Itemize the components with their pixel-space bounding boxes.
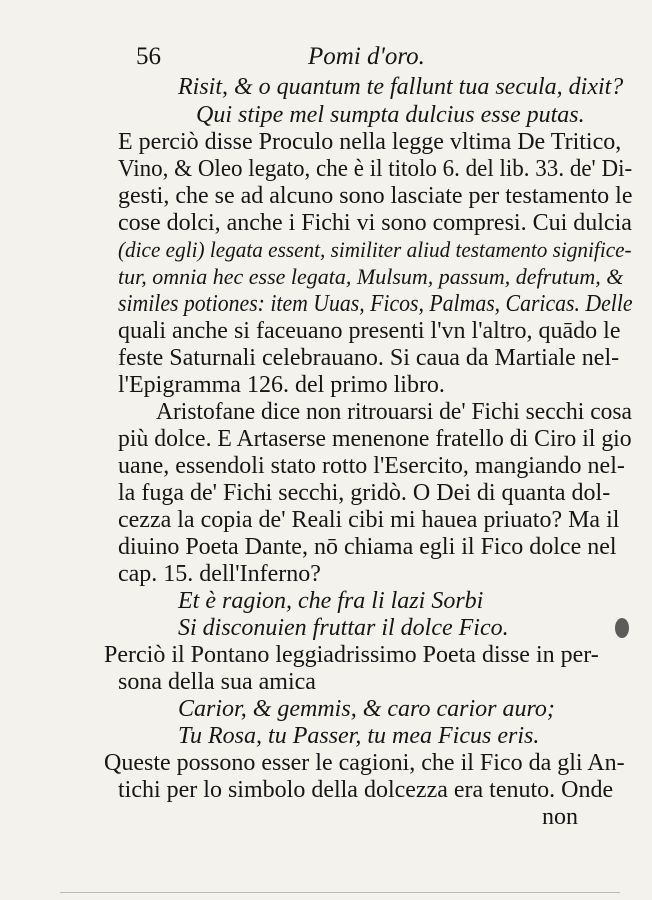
- page-edge-line: [60, 892, 620, 893]
- ink-smudge: [615, 618, 629, 638]
- catchword: non: [542, 804, 578, 830]
- text-line: Tu Rosa, tu Passer, tu mea Ficus eris.: [178, 723, 540, 749]
- text-line: cap. 15. dell'Inferno?: [118, 561, 321, 587]
- text-line: Si disconuien fruttar il dolce Fico.: [178, 615, 509, 641]
- text-line: l'Epigramma 126. del primo libro.: [118, 372, 445, 398]
- text-line: feste Saturnali celebrauano. Si caua da Martiale nel-: [118, 345, 620, 371]
- text-line: Carior, & gemmis, & caro carior auro;: [178, 696, 555, 722]
- text-line: Qui stipe mel sumpta dulcius esse putas.: [196, 102, 585, 128]
- text-line: tur, omnia hec esse legata, Mulsum, passum, defrutum, &: [118, 264, 624, 289]
- running-head: Pomi d'oro.: [308, 43, 425, 70]
- page-header: [118, 42, 578, 72]
- text-line: la fuga de' Fichi secchi, gridò. O Dei di quanta dol-: [118, 480, 611, 506]
- text-line: quali anche si faceuano presenti l'vn l'altro, quādo le: [118, 318, 621, 344]
- text-line: Et è ragion, che fra li lazi Sorbi: [178, 588, 484, 614]
- text-line: sona della sua amica: [118, 669, 316, 695]
- text-line: cezza la copia de' Reali cibi mi haueа priuato? Ma il: [118, 507, 620, 533]
- text-line: Perciò il Pontano leggiadrissimo Poeta disse in per-: [104, 642, 599, 668]
- text-line: similes potiones: item Uuas, Ficos, Palmas, Caricas. Delle: [118, 291, 633, 317]
- text-line: Vino, & Oleo legato, che è il titolo 6. del lib. 33. de' Di-: [118, 156, 633, 182]
- text-line: più dolce. E Artaserse menenone fratello di Ciro il gio: [118, 426, 632, 452]
- text-line: (dice egli) legata essent, similiter aliud testamento significe-: [118, 237, 632, 262]
- page-number: 56: [136, 43, 161, 70]
- text-line: tichi per lo simbolo della dolcezza era tenuto. Onde: [118, 777, 614, 803]
- text-line: uane, essendoli stato rotto l'Esercito, mangiando nel-: [118, 453, 625, 479]
- text-line: Queste possono esser le cagioni, che il Fico da gli An-: [104, 750, 625, 776]
- text-line: cose dolci, anche i Fichi vi sono compresi. Cui dulcia: [118, 210, 632, 236]
- text-line: Risit, & o quantum te fallunt tua secula, dixit?: [178, 74, 624, 100]
- text-line: Aristofane dice non ritrouarsi de' Fichi secchi cosa: [156, 399, 632, 425]
- text-line: E perciò disse Proculo nella legge vltima De Tritico,: [118, 129, 622, 155]
- text-line: diuino Poeta Dante, nō chiama egli il Fico dolce nel: [118, 534, 617, 560]
- text-line: gesti, che se ad alcuno sono lasciate per testamento le: [118, 183, 633, 209]
